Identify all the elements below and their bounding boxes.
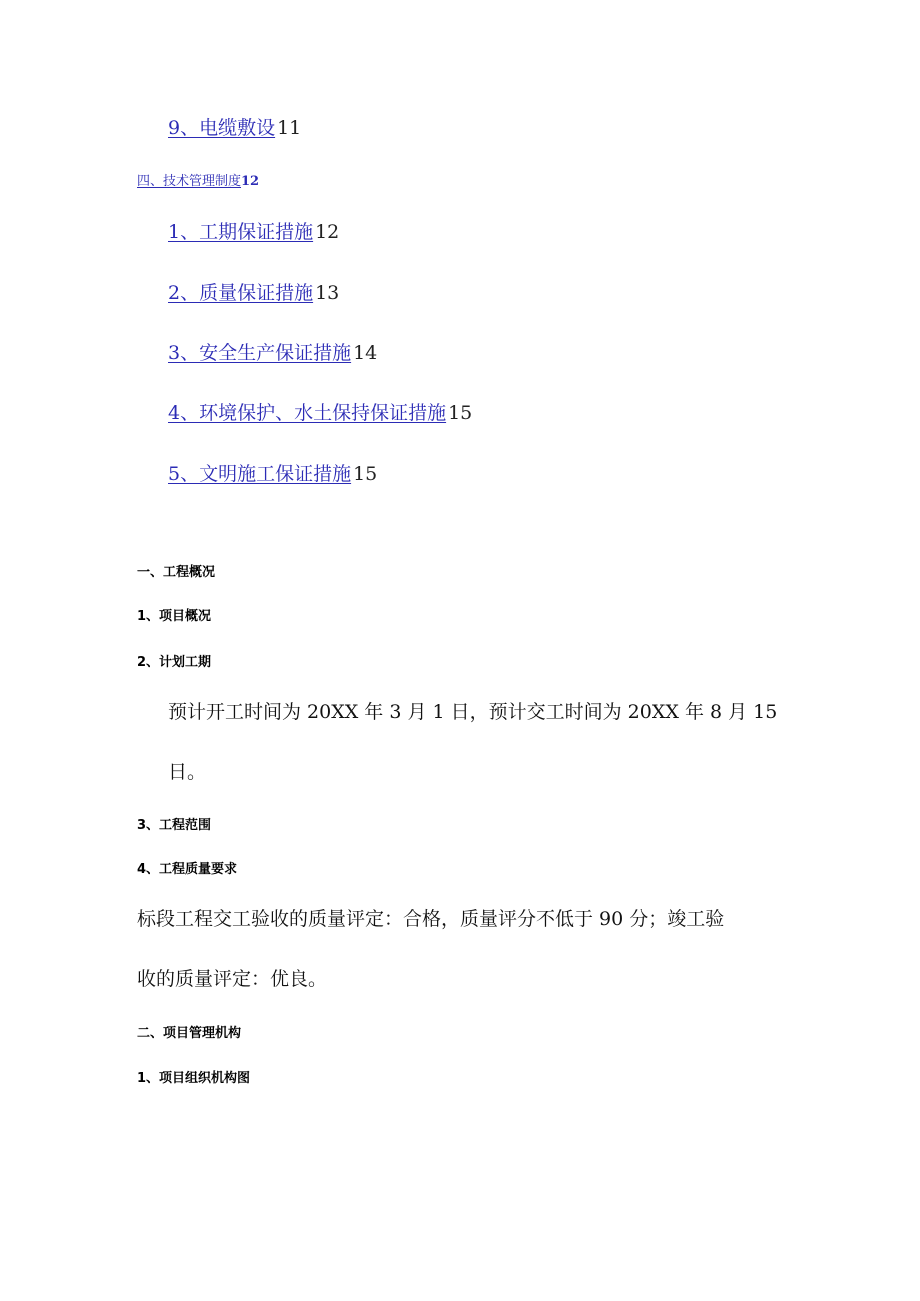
heading-project-management: 二、项目管理机构 bbox=[137, 1026, 242, 1041]
toc-entry-cable-laying bbox=[168, 116, 301, 140]
toc-link-tech-management[interactable]: 四、技术管理制度 bbox=[137, 174, 242, 189]
toc-page-number: 14 bbox=[353, 342, 378, 364]
quality-paragraph-line-1: 标段工程交工验收的质量评定：合格，质量评分不低于 90 分；竣工验 bbox=[137, 908, 725, 930]
toc-link-civilized-construction[interactable]: 5、文明施工保证措施 bbox=[168, 463, 352, 485]
schedule-paragraph-line-1: 预计开工时间为 20XX 年 3 月 1 日，预计交工时间为 20XX 年 8 月 15 bbox=[168, 701, 778, 723]
toc-page-number: 15 bbox=[448, 402, 473, 424]
toc-entry-tech-management bbox=[137, 173, 259, 191]
toc-page-number: 12 bbox=[241, 174, 260, 189]
toc-entry-safety-measures bbox=[168, 341, 377, 365]
toc-entry-schedule-measures bbox=[168, 220, 339, 244]
heading-project-summary: 1、项目概况 bbox=[137, 609, 212, 624]
toc-link-schedule-measures[interactable]: 1、工期保证措施 bbox=[168, 221, 314, 243]
toc-entry-quality-measures bbox=[168, 281, 339, 305]
schedule-paragraph-line-2: 日。 bbox=[168, 761, 207, 783]
toc-link-cable-laying[interactable]: 9、电缆敷设 bbox=[168, 117, 276, 139]
toc-link-quality-measures[interactable]: 2、质量保证措施 bbox=[168, 282, 314, 304]
toc-link-safety-measures[interactable]: 3、安全生产保证措施 bbox=[168, 342, 352, 364]
heading-planned-schedule: 2、计划工期 bbox=[137, 655, 212, 670]
toc-entry-environment-measures bbox=[168, 401, 472, 425]
toc-page-number: 12 bbox=[315, 221, 340, 243]
toc-page-number: 11 bbox=[277, 117, 302, 139]
toc-page-number: 13 bbox=[315, 282, 340, 304]
toc-page-number: 15 bbox=[353, 463, 378, 485]
heading-project-overview: 一、工程概况 bbox=[137, 565, 216, 580]
toc-link-environment-measures[interactable]: 4、环境保护、水土保持保证措施 bbox=[168, 402, 447, 424]
toc-entry-civilized-construction bbox=[168, 462, 377, 486]
quality-paragraph-line-2: 收的质量评定：优良。 bbox=[137, 968, 328, 990]
heading-project-scope: 3、工程范围 bbox=[137, 818, 212, 833]
heading-quality-requirements: 4、工程质量要求 bbox=[137, 862, 238, 877]
heading-org-chart: 1、项目组织机构图 bbox=[137, 1071, 251, 1086]
